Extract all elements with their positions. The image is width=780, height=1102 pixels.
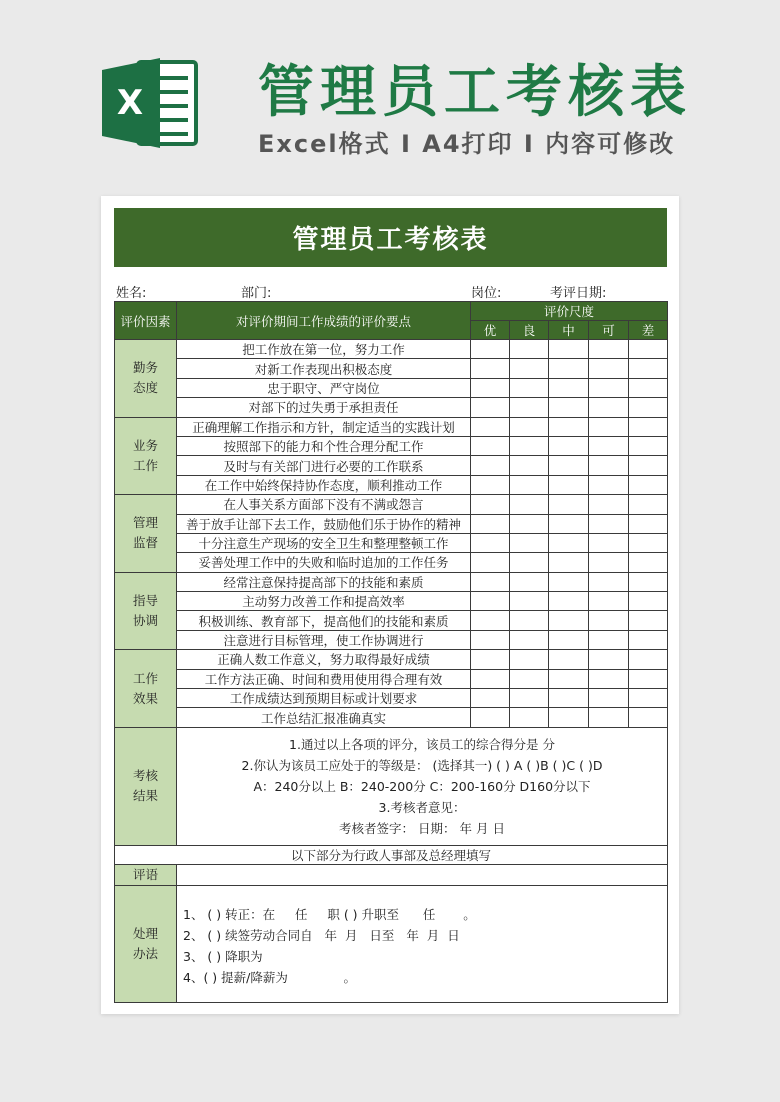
score-cell[interactable]: [589, 572, 629, 591]
score-cell[interactable]: [629, 553, 668, 572]
score-cell[interactable]: [629, 436, 668, 455]
table-row: [115, 708, 668, 727]
score-cell[interactable]: [629, 669, 668, 688]
grade-header: 差: [629, 321, 668, 340]
table-row: [115, 436, 668, 455]
score-cell[interactable]: [629, 475, 668, 494]
evaluation-point: 把工作放在第一位，努力工作: [177, 340, 471, 359]
score-cell[interactable]: [629, 592, 668, 611]
department-label: 部门:: [241, 286, 272, 301]
evaluation-date-label: 考评日期:: [550, 286, 607, 301]
evaluation-point: 工作成绩达到预期目标或计划要求: [177, 689, 471, 708]
table-row: [115, 495, 668, 514]
score-cell[interactable]: [589, 553, 629, 572]
evaluation-point: 及时与有关部门进行必要的工作联系: [177, 456, 471, 475]
result-label: [115, 727, 177, 845]
score-cell[interactable]: [471, 359, 510, 378]
score-cell[interactable]: [629, 417, 668, 436]
score-cell[interactable]: [510, 611, 549, 630]
evaluation-point: 注意进行目标管理，使工作协调进行: [177, 630, 471, 649]
score-cell[interactable]: [510, 572, 549, 591]
table-row: [115, 689, 668, 708]
score-cell[interactable]: [629, 533, 668, 552]
score-cell[interactable]: [471, 708, 510, 727]
evaluation-point: 主动努力改善工作和提高效率: [177, 592, 471, 611]
document-subtitle: Excel格式 I A4打印 I 内容可修改: [258, 130, 676, 158]
score-cell[interactable]: [549, 650, 589, 669]
table-row: [115, 572, 668, 591]
score-cell[interactable]: [471, 611, 510, 630]
score-cell[interactable]: [510, 630, 549, 649]
table-row: [115, 650, 668, 669]
evaluation-point: 在工作中始终保持协作态度，顺利推动工作: [177, 475, 471, 494]
result-line: 2.你认为该员工应处于的等级是： (选择其一) ( ) A ( )B ( )C ( )D: [241, 757, 603, 773]
evaluation-point: 正确理解工作指示和方针，制定适当的实践计划: [177, 417, 471, 436]
score-cell[interactable]: [589, 611, 629, 630]
score-cell[interactable]: [629, 340, 668, 359]
score-cell[interactable]: [510, 669, 549, 688]
score-cell[interactable]: [471, 378, 510, 397]
score-cell[interactable]: [589, 340, 629, 359]
table-row: [115, 475, 668, 494]
score-cell[interactable]: [471, 340, 510, 359]
score-cell[interactable]: [510, 456, 549, 475]
section-note: 以下部分为行政人事部及总经理填写: [115, 845, 668, 864]
table-row: [115, 611, 668, 630]
score-cell[interactable]: [629, 514, 668, 533]
category-cell-text: 协调: [132, 612, 158, 628]
score-cell[interactable]: [629, 630, 668, 649]
method-line: 3、 ( ) 降职为: [183, 948, 263, 964]
score-cell[interactable]: [471, 514, 510, 533]
evaluation-point: 善于放手让部下去工作，鼓励他们乐于协作的精神: [177, 514, 471, 533]
evaluation-point: 十分注意生产现场的安全卫生和整理整顿工作: [177, 533, 471, 552]
method-line: 2、 ( ) 续签劳动合同自 年 月 日至 年 月 日: [183, 927, 460, 943]
score-cell[interactable]: [549, 708, 589, 727]
score-cell[interactable]: [629, 572, 668, 591]
score-cell[interactable]: [549, 669, 589, 688]
score-cell[interactable]: [629, 495, 668, 514]
score-cell[interactable]: [629, 708, 668, 727]
evaluation-table: [114, 301, 668, 1003]
score-cell[interactable]: [589, 398, 629, 417]
table-row: [115, 553, 668, 572]
score-cell[interactable]: [589, 514, 629, 533]
table-row: [115, 533, 668, 552]
result-label-text: 结果: [132, 788, 158, 804]
score-cell[interactable]: [549, 417, 589, 436]
score-cell[interactable]: [549, 533, 589, 552]
score-cell[interactable]: [471, 553, 510, 572]
score-cell[interactable]: [629, 456, 668, 475]
grade-header: 优: [471, 321, 510, 340]
category-cell-text: 监督: [132, 535, 158, 551]
table-row: [115, 630, 668, 649]
score-cell[interactable]: [589, 495, 629, 514]
document-title: 管理员工考核表: [258, 60, 692, 125]
factor-header: 评价因素: [115, 302, 177, 340]
evaluation-point: 对新工作表现出积极态度: [177, 359, 471, 378]
score-cell[interactable]: [471, 456, 510, 475]
score-cell[interactable]: [510, 533, 549, 552]
result-line: 3.考核者意见：: [378, 799, 466, 815]
info-row: [114, 282, 667, 300]
score-cell[interactable]: [510, 650, 549, 669]
result-label-text: 考核: [132, 768, 158, 784]
score-cell[interactable]: [510, 689, 549, 708]
score-cell[interactable]: [629, 689, 668, 708]
table-row: [115, 398, 668, 417]
evaluation-point: 工作方法正确、时间和费用使用得合理有效: [177, 669, 471, 688]
grade-header: 中: [549, 321, 589, 340]
evaluation-point: 按照部下的能力和个性合理分配工作: [177, 436, 471, 455]
evaluation-point: 经常注意保持提高部下的技能和素质: [177, 572, 471, 591]
score-cell[interactable]: [589, 533, 629, 552]
score-cell[interactable]: [549, 456, 589, 475]
score-cell[interactable]: [471, 417, 510, 436]
table-row: [115, 340, 668, 359]
score-cell[interactable]: [589, 708, 629, 727]
table-row: [115, 456, 668, 475]
banner: [0, 0, 780, 190]
category-cell: [115, 340, 177, 418]
score-cell[interactable]: [549, 611, 589, 630]
score-cell[interactable]: [471, 572, 510, 591]
score-cell[interactable]: [549, 436, 589, 455]
points-header: 对评价期间工作成绩的评价要点: [177, 302, 471, 340]
category-cell: [115, 572, 177, 650]
category-cell-text: 业务: [132, 437, 158, 453]
category-cell-text: 效果: [132, 690, 158, 706]
score-cell[interactable]: [510, 378, 549, 397]
evaluation-point: 妥善处理工作中的失败和临时追加的工作任务: [177, 553, 471, 572]
category-cell: [115, 495, 177, 573]
score-cell[interactable]: [510, 553, 549, 572]
score-cell[interactable]: [510, 359, 549, 378]
result-content[interactable]: [177, 727, 668, 845]
table-row: [115, 592, 668, 611]
score-cell[interactable]: [510, 436, 549, 455]
score-cell[interactable]: [471, 495, 510, 514]
result-line: A：240分以上 B：240-200分 C：200-160分 D160分以下: [253, 778, 591, 794]
score-cell[interactable]: [471, 669, 510, 688]
score-cell[interactable]: [629, 611, 668, 630]
category-cell-text: 工作: [132, 670, 158, 686]
category-cell-text: 勤务: [132, 360, 158, 376]
method-label-text: 处理: [132, 925, 158, 941]
result-line: 1.通过以上各项的评分，该员工的综合得分是 分: [289, 736, 555, 752]
score-cell[interactable]: [549, 572, 589, 591]
grade-header: 良: [510, 321, 549, 340]
score-cell[interactable]: [510, 592, 549, 611]
scale-header: 评价尺度: [471, 302, 668, 321]
category-cell-text: 态度: [132, 380, 158, 396]
score-cell[interactable]: [629, 650, 668, 669]
method-line: 1、 ( ) 转正：在 任 职 ( ) 升职至 任 。: [183, 906, 476, 922]
score-cell[interactable]: [549, 630, 589, 649]
evaluation-point: 积极训练、教育部下，提高他们的技能和素质: [177, 611, 471, 630]
result-line: 考核者签字： 日期： 年 月 日: [339, 820, 505, 836]
score-cell[interactable]: [471, 650, 510, 669]
score-cell[interactable]: [589, 689, 629, 708]
score-cell[interactable]: [471, 398, 510, 417]
score-cell[interactable]: [549, 514, 589, 533]
method-line: 4、( ) 提薪/降薪为 。: [183, 969, 356, 985]
table-row: [115, 514, 668, 533]
score-cell[interactable]: [549, 553, 589, 572]
score-cell[interactable]: [471, 630, 510, 649]
score-cell[interactable]: [471, 533, 510, 552]
comment-field[interactable]: [177, 864, 668, 885]
score-cell[interactable]: [589, 378, 629, 397]
table-row: [115, 378, 668, 397]
method-label: [115, 885, 177, 1002]
score-cell[interactable]: [471, 592, 510, 611]
excel-logo-icon: [100, 56, 200, 150]
comment-label: 评语: [115, 864, 177, 885]
evaluation-point: 工作总结汇报准确真实: [177, 708, 471, 727]
evaluation-point: 在人事关系方面部下没有不满或怨言: [177, 495, 471, 514]
score-cell[interactable]: [549, 495, 589, 514]
score-cell[interactable]: [589, 456, 629, 475]
score-cell[interactable]: [549, 689, 589, 708]
evaluation-point: 对部下的过失勇于承担责任: [177, 398, 471, 417]
category-cell: [115, 650, 177, 728]
excel-logo-letter: X: [116, 83, 144, 123]
score-cell[interactable]: [510, 475, 549, 494]
score-cell[interactable]: [549, 378, 589, 397]
form-sheet: [101, 196, 679, 1014]
score-cell[interactable]: [589, 669, 629, 688]
score-cell[interactable]: [510, 495, 549, 514]
score-cell[interactable]: [589, 359, 629, 378]
category-cell-text: 指导: [132, 592, 158, 608]
name-label: 姓名:: [116, 286, 147, 301]
score-cell[interactable]: [629, 359, 668, 378]
score-cell[interactable]: [510, 398, 549, 417]
score-cell[interactable]: [510, 514, 549, 533]
form-title: 管理员工考核表: [114, 208, 667, 267]
post-label: 岗位:: [471, 286, 502, 301]
score-cell[interactable]: [510, 340, 549, 359]
table-row: [115, 359, 668, 378]
score-cell[interactable]: [589, 436, 629, 455]
grade-header: 可: [589, 321, 629, 340]
category-cell: [115, 417, 177, 495]
table-row: [115, 669, 668, 688]
category-cell-text: 工作: [132, 457, 158, 473]
method-label-text: 办法: [132, 945, 158, 961]
score-cell[interactable]: [589, 650, 629, 669]
score-cell[interactable]: [589, 475, 629, 494]
evaluation-point: 正确人数工作意义，努力取得最好成绩: [177, 650, 471, 669]
evaluation-point: 忠于职守、严守岗位: [177, 378, 471, 397]
score-cell[interactable]: [589, 630, 629, 649]
score-cell[interactable]: [629, 398, 668, 417]
score-cell[interactable]: [629, 378, 668, 397]
score-cell[interactable]: [510, 708, 549, 727]
score-cell[interactable]: [471, 436, 510, 455]
category-cell-text: 管理: [132, 515, 158, 531]
score-cell[interactable]: [471, 689, 510, 708]
score-cell[interactable]: [510, 417, 549, 436]
score-cell[interactable]: [589, 417, 629, 436]
method-content[interactable]: [177, 885, 668, 1002]
score-cell[interactable]: [549, 398, 589, 417]
score-cell[interactable]: [471, 475, 510, 494]
score-cell[interactable]: [549, 475, 589, 494]
score-cell[interactable]: [549, 340, 589, 359]
score-cell[interactable]: [549, 592, 589, 611]
score-cell[interactable]: [589, 592, 629, 611]
score-cell[interactable]: [549, 359, 589, 378]
table-row: [115, 417, 668, 436]
